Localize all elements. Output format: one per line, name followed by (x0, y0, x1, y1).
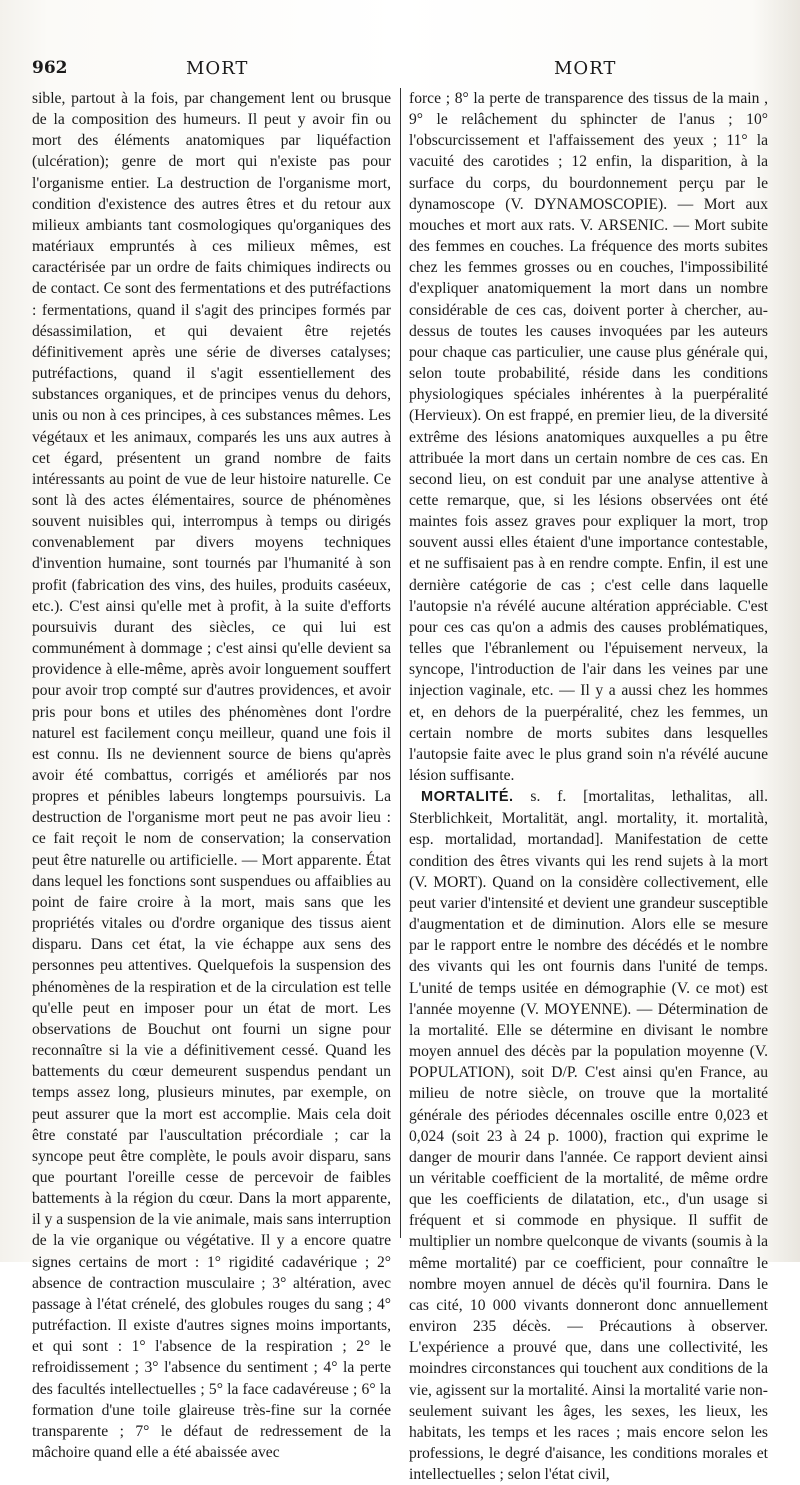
running-head-left: MORT (186, 58, 249, 79)
page-header (32, 58, 768, 86)
column-divider (400, 88, 401, 1238)
page-number: 962 (32, 58, 68, 78)
left-column (32, 88, 391, 1463)
headword: MORTALITÉ. (421, 789, 514, 806)
entry-mortalite (409, 786, 768, 1485)
running-head-right: MORT (554, 58, 617, 79)
left-column-text: sible, partout à la fois, par changement lent ou brusque de la composition des humeurs. Il peut y avoir fin ou mort des éléments anatomiques par liquéfaction (ulcération); genre de mort qui n'existe pas pour l'organisme entier. La destruction de l'organisme mort, condition d'existence des autres êtres et du retour aux milieux ambiants tant cosmologiques qu'organiques des matériaux empruntés à ces milieux mêmes, est caractérisée par un ordre de faits chimiques indirects ou de contact. Ce sont des fermentations et des putréfactions : fermentations, quand il s'agit des principes formés par désassimilation, et qui devaient être rejetés définitivement après une série de diverses catalyses; putréfactions, quand il s'agit essentiellement des substances organiques, et de principes venus du dehors, unis ou non à ces principes, à ces substances mêmes. Les végétaux et les animaux, comparés les uns aux autres à cet égard, présentent un grand nombre de faits intéressants au point de vue de leur histoire naturelle. Ce sont là des actes élémentaires, source de phénomènes souvent nuisibles qui, interrompus à temps ou dirigés convenablement par divers moyens techniques d'invention humaine, sont tournés par l'humanité à son profit (fabrication des vins, des huiles, produits caséeux, etc.). C'est ainsi qu'elle met à profit, à la suite d'efforts poursuivis durant des siècles, ce qui lui est communément à dommage ; c'est ainsi qu'elle devient sa providence à elle-même, après avoir longuement souffert pour avoir trop compté sur d'autres providences, et avoir pris pour bons et utiles des phénomènes dont l'ordre naturel est facilement conçu meilleur, quand une fois il est connu. Ils ne deviennent source de biens qu'après avoir été combattus, corrigés et améliorés par nos propres et pénibles labeurs longtemps poursuivis. La destruction de l'organisme mort peut ne pas avoir lieu : ce fait reçoit le nom de conservation; la conservation peut être naturelle ou artificielle. — Mort apparente. État dans lequel les fonctions sont suspendues ou affaiblies au point de faire croire à la mort, mais sans que les propriétés vitales ou d'ordre organique des tissus aient disparu. Dans cet état, la vie échappe aux sens des personnes peu attentives. Quelquefois la suspension des phénomènes de la respiration et de la circulation est telle qu'elle peut en imposer pour un état de mort. Les observations de Bouchut ont fourni un signe pour reconnaître si la vie a définitivement cessé. Quand les battements du cœur demeurent suspendus pendant un temps assez long, plusieurs minutes, par exemple, on peut assurer que la mort est accomplie. Mais cela doit être constaté par l'auscultation précordiale ; car la syncope peut être complète, le pouls avoir disparu, sans que pourtant l'oreille cesse de percevoir de faibles battements à la région du cœur. Dans la mort apparente, il y a suspension de la vie animale, mais sans interruption de la vie organique ou végétative. Il y a encore quatre signes certains de mort : 1° rigidité cadavérique ; 2° absence de contraction musculaire ; 3° altération, avec passage à l'état crénelé, des globules rouges du sang ; 4° putréfaction. Il existe d'autres signes moins importants, et qui sont : 1° l'absence de la respiration ; 2° le refroidissement ; 3° l'absence du sentiment ; 4° la perte des facultés intellectuelles ; 5° la face cadavéreuse ; 6° la formation d'une toile glaireuse très-fine sur la cornée transparente ; 7° le défaut de redressement de la mâchoire quand elle a été abaissée avec (32, 90, 392, 1461)
right-column (409, 88, 768, 1485)
entry-mortalite-text: s. f. [mortalitas, lethalitas, all. Sterblichkeit, Mortalität, angl. mortality, it. mortalità, esp. mortalidad, mortandad]. Manifestation de cette condition des êtres vivants qui les rend sujets à la mort (V. MORT). Quand on la considère collectivement, elle peut varier d'intensité et devient une grandeur susceptible d'augmentation et de diminution. Alors elle se mesure par le rapport entre le nombre des décédés et le nombre des vivants qui les ont fournis dans l'unité de temps. L'unité de temps usitée en démographie (V. ce mot) est l'année moyenne (V. MOYENNE). — Détermination de la mortalité. Elle se détermine en divisant le nombre moyen annuel des décès par la population moyenne (V. POPULATION), soit D/P. C'est ainsi qu'en France, au milieu de notre siècle, on trouve que la mortalité générale des périodes décennales oscille entre 0,023 et 0,024 (soit 23 à 24 p. 1000), fraction qui exprime le danger de mourir dans l'année. Ce rapport devient ainsi un véritable coefficient de la mortalité, de même ordre que les coefficients de dilatation, etc., d'un usage si fréquent et si commode en physique. Il suffit de multiplier un nombre quelconque de vivants (soumis à la même mortalité) par ce coefficient, pour connaître le nombre moyen annuel de décès qu'il fournira. Dans le cas cité, 10 000 vivants donneront donc annuellement environ 235 décès. — Précautions à observer. L'expérience a prouvé que, dans une collectivité, les moindres circonstances qui touchent aux conditions de la vie, agissent sur la mortalité. Ainsi la mortalité varie non-seulement suivant les âges, les sexes, les lieux, les habitats, les temps et les races ; mais encore selon les professions, le degré d'aisance, les conditions morales et intellectuelles ; selon l'état civil, (409, 788, 768, 1484)
right-column-paragraph-1: force ; 8° la perte de transparence des tissus de la main , 9° le relâchement du sphincter de l'anus ; 10° l'obscurcissement et l'affaissement des yeux ; 11° la vacuité des carotides ; 12 enfin, la disparition, à la surface du corps, du bourdonnement perçu par le dynamoscope (V. DYNAMOSCOPIE). — Mort aux mouches et mort aux rats. V. ARSENIC. — Mort subite des femmes en couches. La fréquence des morts subites chez les femmes grosses ou en couches, l'impossibilité d'expliquer anatomiquement la mort dans un nombre considérable de ces cas, doivent porter à chercher, au-dessus de toutes les causes invoquées par les auteurs pour chaque cas particulier, une cause plus générale qui, selon toute probabilité, réside dans les conditions physiologiques spéciales inhérentes à la puerpéralité (Hervieux). On est frappé, en premier lieu, de la diversité extrême des lésions anatomiques auxquelles a pu être attribuée la mort dans un certain nombre de ces cas. En second lieu, on est conduit par une analyse attentive à cette remarque, que, si les lésions observées ont été maintes fois assez graves pour expliquer la mort, trop souvent aussi elles étaient d'une importance contestable, et ne suffisaient pas à en rendre compte. Enfin, il est une dernière catégorie de cas ; c'est celle dans laquelle l'autopsie n'a révélé aucune altération appréciable. C'est pour ces cas qu'on a admis des causes problématiques, telles que l'ébranlement ou l'épuisement nerveux, la syncope, l'introduction de l'air dans les veines par une injection vaginale, etc. — Il y a aussi chez les hommes et, en dehors de la puerpéralité, chez les femmes, un certain nombre de morts subites dans lesquelles l'autopsie faite avec le plus grand soin n'a révélé aucune lésion suffisante. (409, 90, 768, 784)
